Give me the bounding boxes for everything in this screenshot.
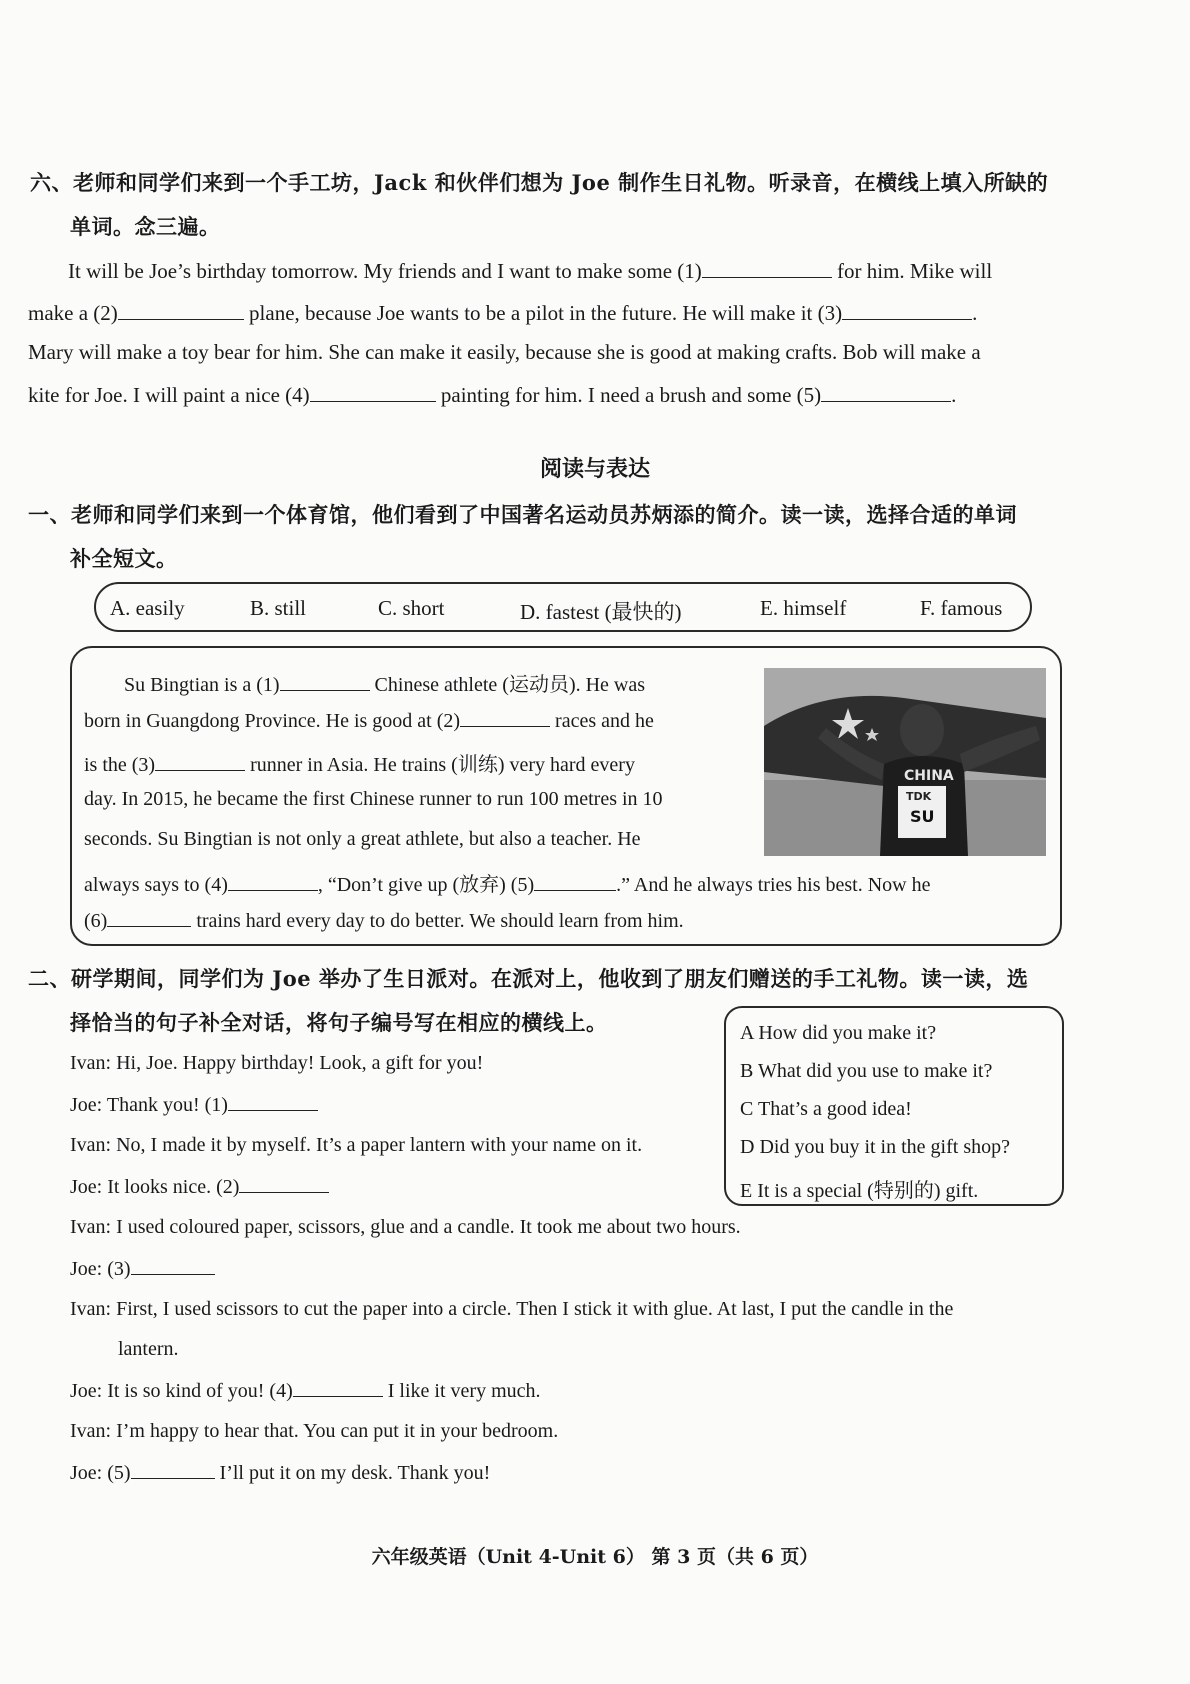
athlete-photo-graphic	[764, 668, 1046, 856]
blank-r1-3[interactable]	[155, 752, 245, 771]
choice-c: C That’s a good idea!	[740, 1098, 912, 1120]
choice-e: E It is a special (特别的) gift.	[740, 1180, 979, 1202]
q6-text: for him. Mike will	[837, 258, 993, 283]
q6-title-line1: 六、老师和同学们来到一个手工坊，Jack 和伙伴们想为 Joe 制作生日礼物。听录音，在横线上填入所缺的	[30, 170, 1049, 195]
blank-r1-4[interactable]	[228, 872, 318, 891]
passage-text: runner in Asia. He trains (训练) very hard every	[250, 754, 635, 776]
dialog-line-7: Ivan: First, I used scissors to cut the paper into a circle. Then I stick it with glue. At last, I put the candle in the	[70, 1298, 954, 1320]
passage-line5: seconds. Su Bingtian is not only a great athlete, but also a teacher. He	[84, 828, 641, 850]
section-title: 阅读与表达	[539, 456, 650, 482]
q6-title-line2: 单词。念三遍。	[70, 214, 221, 239]
athlete-photo	[764, 668, 1046, 856]
dialog-line-8	[70, 1378, 541, 1403]
q6-text: painting for him. I need a brush and some (5)	[440, 382, 822, 407]
q6-text: .	[951, 382, 957, 407]
blank-q6-5[interactable]	[821, 382, 951, 402]
q6-line3: Mary will make a toy bear for him. She can make it easily, because she is good at making crafts. Bob will make a	[28, 340, 981, 364]
r2-title-line2: 择恰当的句子补全对话，将句子编号写在相应的横线上。	[70, 1010, 608, 1035]
dialog-text: Joe: (3)	[70, 1258, 131, 1280]
passage-text: races and he	[555, 710, 654, 732]
q6-text: kite for Joe. I will paint a nice (4)	[28, 382, 310, 407]
blank-r1-2[interactable]	[460, 708, 550, 727]
option-b: B. still	[250, 596, 307, 620]
dialog-text: Joe: (5)	[70, 1462, 131, 1484]
blank-r2-1[interactable]	[228, 1092, 318, 1111]
blank-q6-3[interactable]	[842, 300, 972, 320]
option-f: F. famous	[920, 596, 1003, 620]
option-d: D. fastest (最快的)	[520, 600, 682, 624]
blank-r1-5[interactable]	[534, 872, 616, 891]
passage-line6	[84, 868, 931, 897]
passage-line3	[84, 748, 635, 777]
q6-text: It will be Joe’s birthday tomorrow. My friends and I want to make some (1)	[68, 258, 702, 283]
dialog-text: I’ll put it on my desk. Thank you!	[219, 1462, 491, 1484]
dialog-text: Joe: Thank you! (1)	[70, 1094, 228, 1116]
bib-country: CHINA	[904, 768, 954, 784]
blank-r1-6[interactable]	[107, 908, 191, 927]
q6-text: make a (2)	[28, 300, 118, 325]
passage-line1	[124, 668, 645, 697]
passage-text: .” And he always tries his best. Now he	[616, 874, 931, 896]
blank-q6-4[interactable]	[310, 382, 436, 402]
blank-r2-5[interactable]	[131, 1460, 215, 1479]
passage-text: born in Guangdong Province. He is good at (2)	[84, 710, 461, 732]
q6-line4	[28, 382, 956, 408]
dialog-line-10	[70, 1460, 490, 1485]
r1-title-line2: 补全短文。	[70, 546, 178, 571]
passage-text: Chinese athlete (运动员). He was	[374, 674, 646, 696]
dialog-line-5: Ivan: I used coloured paper, scissors, glue and a candle. It took me about two hours.	[70, 1216, 741, 1238]
dialog-line-6	[70, 1256, 215, 1281]
passage-text: always says to (4)	[84, 874, 228, 896]
blank-r2-3[interactable]	[131, 1256, 215, 1275]
passage-text: Su Bingtian is a (1)	[124, 674, 280, 696]
q6-line2	[28, 300, 977, 326]
passage-text: (6)	[84, 910, 108, 932]
bib-sponsor: TDK	[906, 790, 932, 803]
dialog-line-1: Ivan: Hi, Joe. Happy birthday! Look, a gift for you!	[70, 1052, 484, 1074]
q6-text: .	[972, 300, 978, 325]
passage-text: trains hard every day to do better. We should learn from him.	[196, 910, 684, 932]
option-a: A. easily	[110, 596, 185, 620]
blank-r1-1[interactable]	[280, 672, 370, 691]
choice-a: A How did you make it?	[740, 1022, 937, 1044]
choice-d: D Did you buy it in the gift shop?	[740, 1136, 1010, 1158]
choice-b: B What did you use to make it?	[740, 1060, 993, 1082]
blank-r2-2[interactable]	[239, 1174, 329, 1193]
blank-r2-4[interactable]	[293, 1378, 383, 1397]
dialog-text: I like it very much.	[387, 1380, 541, 1402]
dialog-line-4	[70, 1174, 329, 1199]
page-footer: 六年级英语（Unit 4-Unit 6） 第 3 页（共 6 页）	[371, 1546, 819, 1568]
dialog-text: Joe: It looks nice. (2)	[70, 1176, 240, 1198]
sentence-choices-box	[724, 1006, 1064, 1206]
r1-title-line1: 一、老师和同学们来到一个体育馆，他们看到了中国著名运动员苏炳添的简介。读一读，选择合适的单词	[28, 502, 1017, 527]
dialog-text: Joe: It is so kind of you! (4)	[70, 1380, 293, 1402]
option-c: C. short	[378, 596, 445, 620]
passage-text: , “Don’t give up (放弃) (5)	[317, 874, 535, 896]
dialog-line-2	[70, 1092, 318, 1117]
passage-text: is the (3)	[84, 754, 156, 776]
dialog-line-3: Ivan: No, I made it by myself. It’s a paper lantern with your name on it.	[70, 1134, 643, 1156]
word-options-box	[94, 582, 1032, 632]
dialog-line-9: Ivan: I’m happy to hear that. You can put it in your bedroom.	[70, 1420, 559, 1442]
q6-line1	[68, 258, 992, 284]
passage-line2	[84, 708, 654, 733]
blank-q6-2[interactable]	[118, 300, 244, 320]
r2-title-line1: 二、研学期间，同学们为 Joe 举办了生日派对。在派对上，他收到了朋友们赠送的手工礼物。读一读，选	[28, 966, 1029, 991]
blank-q6-1[interactable]	[702, 258, 832, 278]
bib-name: SU	[910, 807, 935, 826]
passage-line7	[84, 908, 684, 933]
passage-line4: day. In 2015, he became the first Chinese runner to run 100 metres in 10	[84, 788, 663, 810]
q6-text: plane, because Joe wants to be a pilot in the future. He will make it (3)	[249, 300, 843, 325]
option-e: E. himself	[760, 596, 847, 620]
dialog-line-7-cont: lantern.	[118, 1338, 179, 1360]
